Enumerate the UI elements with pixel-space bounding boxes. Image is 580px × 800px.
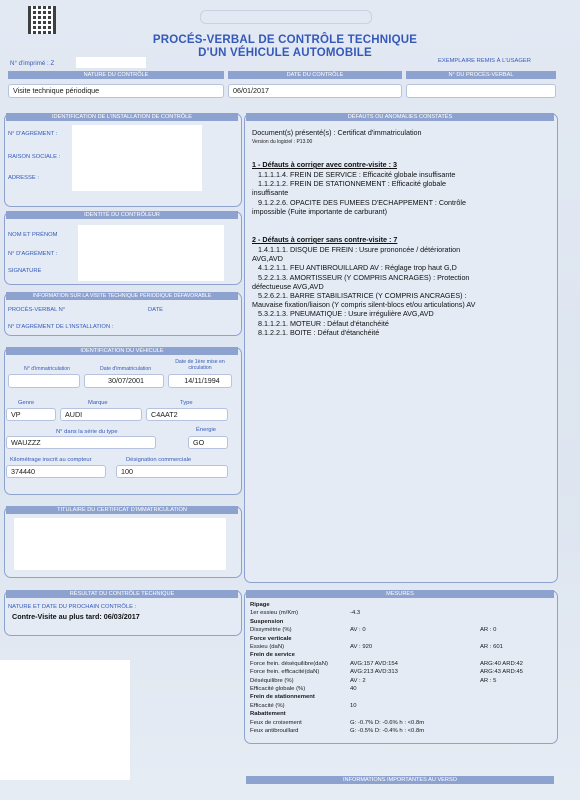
installation-agrement-label: N° D'AGRÉMENT :	[8, 131, 58, 137]
exemplaire-label: EXEMPLAIRE REMIS À L'USAGER	[438, 58, 531, 64]
controleur-nom-label: NOM ET PRÉNOM	[8, 232, 58, 238]
defaut-line: 4.1.2.1.1. FEU ANTIBROUILLARD AV : Réglage trop haut G,D	[258, 263, 457, 273]
mesure-value: 10	[350, 702, 357, 709]
km-field: 374440	[6, 465, 106, 478]
nature-controle-field: Visite technique périodique	[8, 84, 224, 98]
redacted-controleur	[78, 225, 224, 281]
serie-field: WAUZZZ	[6, 436, 156, 449]
defauts-group-1-list	[252, 170, 552, 216]
mesure-label: Ripage	[250, 602, 270, 608]
genre-label: Genre	[18, 400, 35, 406]
date-premiere-label: Date de 1ère mise en circulation	[175, 359, 225, 371]
documents-presentes: Document(s) présenté(s) : Certificat d'immatriculation	[252, 128, 422, 137]
marque-field: AUDI	[60, 408, 142, 421]
resultat-header: RÉSULTAT DU CONTRÔLE TECHNIQUE	[6, 590, 238, 598]
mesure-label: Force frein. efficacité(daN)	[250, 669, 320, 676]
mesure-label: Suspension	[250, 618, 284, 625]
controleur-header: IDENTITÉ DU CONTRÔLEUR	[6, 211, 238, 219]
type-field: C4AAT2	[146, 408, 228, 421]
mesure-label: Feux de croisement	[250, 719, 302, 726]
mesure-value: AVG:213 AVD:313	[350, 669, 398, 676]
version-logiciel: Version du logiciel : P13.00	[252, 139, 313, 145]
mesure-label: Force verticale	[250, 635, 292, 642]
mesures-header: MESURES	[246, 590, 554, 598]
designation-label: Désignation commerciale	[126, 457, 192, 463]
defaut-line: AVG,AVD	[252, 254, 283, 264]
immat-field	[8, 374, 80, 388]
mesure-label: Efficacité globale (%)	[250, 686, 306, 692]
mesure-value-ar: ARG:43 ARD:45	[480, 669, 523, 676]
defavorable-agrement-label: N° D'AGRÉMENT DE L'INSTALLATION :	[8, 324, 114, 330]
defavorable-date-label: DATE	[148, 307, 164, 313]
mesure-label: Efficacité (%)	[250, 702, 285, 709]
defauts-group-2-heading: 2 - Défauts à corriger sans contre-visite : 7	[252, 235, 398, 244]
defauts-group-2-list	[252, 245, 552, 337]
defaut-line: 1.1.1.1.4. FREIN DE SERVICE : Efficacité globale insuffisante	[258, 170, 456, 179]
installation-adresse-label: ADRESSE :	[8, 175, 39, 181]
defauts-group-1-heading: 1 - Défauts à corriger avec contre-visite : 3	[252, 160, 398, 169]
date-controle-field: 06/01/2017	[228, 84, 402, 98]
defaut-line: 5.3.2.1.3. PNEUMATIQUE : Usure irrégulière AVG,AVD	[258, 309, 434, 319]
resultat-value: Contre-Visite au plus tard: 06/03/2017	[12, 612, 140, 621]
genre-field: VP	[6, 408, 56, 421]
energie-field: GO	[188, 436, 228, 449]
date-controle-header: DATE DU CONTRÔLE	[228, 71, 402, 79]
controleur-signature-label: SIGNATURE	[8, 268, 42, 274]
marque-label: Marque	[88, 400, 108, 406]
mesures-table	[250, 602, 550, 738]
titulaire-header: TITULAIRE DU CERTIFICAT D'IMMATRICULATION	[6, 506, 238, 514]
mesure-label: Force frein. déséquilibre(daN)	[250, 660, 328, 667]
defaut-line: 8.1.1.2.1. MOTEUR : Défaut d'étanchéité	[258, 318, 389, 328]
mesure-value: G: -0.5% D: -0.4% h : <0.8m	[350, 728, 425, 734]
km-label: Kilométrage inscrit au compteur	[10, 457, 92, 463]
mesure-value: AV : 920	[350, 644, 373, 650]
redacted-installation	[72, 125, 202, 191]
mesure-label: Dissymétrie (%)	[250, 627, 292, 634]
date-immat-field: 30/07/2001	[84, 374, 164, 388]
defaut-line: 5.2.2.1.3. AMORTISSEUR (Y COMPRIS ANCRAGES) : Protection	[258, 272, 470, 282]
date-immat-label: Date d'immatriculation	[100, 366, 152, 372]
mesure-value-ar: ARG:40 ARD:42	[480, 660, 523, 667]
mesure-label: Rabattement	[250, 711, 286, 718]
mesure-label: Frein de service	[250, 652, 295, 659]
mesure-value: AV : 0	[350, 627, 366, 634]
installation-raison-label: RAISON SOCIALE :	[8, 154, 61, 160]
defaut-line: impossible (Fuite importante de carburant)	[252, 206, 388, 216]
serie-label: N° dans la série du type	[56, 429, 118, 435]
defaut-line: défectueuse AVG,AVD	[252, 281, 324, 291]
defaut-line: 5.2.6.2.1. BARRE STABILISATRICE (Y COMPRIS ANCRAGES) :	[258, 291, 467, 301]
defauts-header: DÉFAUTS OU ANOMALIES CONSTATÉS	[246, 113, 554, 121]
mesure-label: Frein de stationnement	[250, 694, 315, 701]
defavorable-pv-label: PROCÈS-VERBAL N°	[8, 307, 66, 313]
defaut-line: 9.1.2.2.6. OPACITE DES FUMEES D'ECHAPPEMENT : Contrôle	[258, 197, 467, 207]
mesure-value-ar: AR : 0	[480, 627, 497, 634]
defaut-line: 1.4.1.1.1. DISQUE DE FREIN : Usure prononcée / détérioration	[258, 245, 461, 254]
defavorable-header: INFORMATION SUR LA VISITE TECHNIQUE PÉRIODIQUE DÉFAVORABLE	[6, 292, 238, 300]
defaut-line: Mauvaise fixation/liaison (Y compris silent-blocs et/ou articulations) AV	[252, 300, 476, 310]
mesure-label: 1er essieu (m/Km)	[250, 610, 299, 617]
mesure-value-ar: AR : 5	[480, 677, 497, 684]
resultat-nature-label: NATURE ET DATE DU PROCHAIN CONTRÔLE :	[8, 604, 137, 610]
redacted-titulaire	[14, 518, 226, 570]
mesure-value: -4.3	[350, 610, 361, 617]
mesure-label: Essieu (daN)	[250, 644, 285, 650]
title-line-1: PROCÉS-VERBAL DE CONTRÔLE TECHNIQUE	[152, 34, 418, 46]
type-label: Type	[180, 400, 193, 406]
print-number-label: N° d'imprimé : Z	[10, 60, 55, 67]
defaut-line: insuffisante	[252, 188, 289, 198]
designation-field: 100	[116, 465, 228, 478]
vehicule-header: IDENTIFICATION DU VÉHICULE	[6, 347, 238, 355]
numero-pv-field	[406, 84, 556, 98]
nature-controle-header: NATURE DU CONTRÔLE	[8, 71, 224, 79]
footer-info: INFORMATIONS IMPORTANTES AU VERSO	[246, 776, 554, 784]
document-title	[120, 34, 450, 60]
redacted-stamp	[0, 660, 130, 780]
redacted-print-number	[76, 57, 146, 68]
mesure-label: Déséquilibre (%)	[250, 677, 294, 684]
energie-label: Énergie	[196, 427, 216, 433]
title-line-2: D'UN VÉHICULE AUTOMOBILE	[198, 47, 372, 59]
mesure-value: G: -0.7% D: -0.6% h : <0.8m	[350, 719, 425, 726]
controleur-agrement-label: N° D'AGRÉMENT :	[8, 251, 58, 257]
date-premiere-field: 14/11/1994	[168, 374, 232, 388]
mesure-label: Feux antibrouillard	[250, 728, 299, 734]
defaut-line: 8.1.2.2.1. BOITE : Défaut d'étanchéité	[258, 327, 380, 337]
installation-header: IDENTIFICATION DE L'INSTALLATION DE CONTRÔLE	[6, 113, 238, 121]
mesure-value: AV : 2	[350, 677, 366, 684]
qr-code-overlay	[31, 9, 53, 31]
immat-label: N° d'immatriculation	[24, 366, 71, 372]
watermark-box	[200, 10, 372, 24]
mesure-value: AVG:157 AVD:154	[350, 660, 398, 667]
defaut-line: 1.1.2.1.2. FREIN DE STATIONNEMENT : Efficacité globale	[258, 179, 447, 189]
mesure-value-ar: AR : 601	[480, 644, 503, 650]
mesure-value: 40	[350, 686, 357, 692]
numero-pv-header: N° DU PROCÈS-VERBAL	[406, 71, 556, 79]
